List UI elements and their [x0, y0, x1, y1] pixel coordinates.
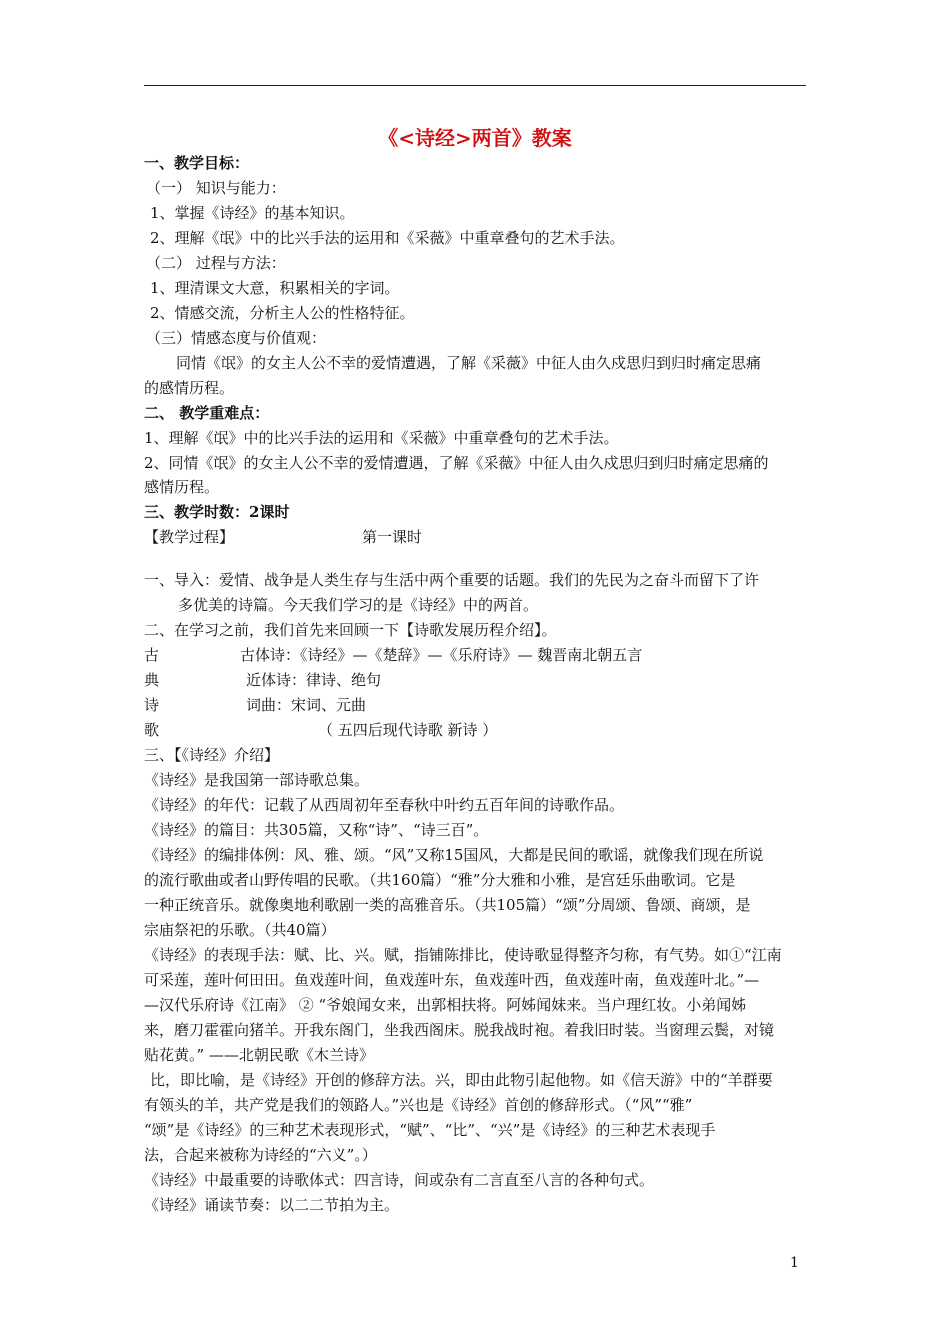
poetry-category-ancient: 古体诗：《诗经》—《楚辞》—《乐府诗》— 魏晋南北朝五言	[240, 646, 643, 664]
section-heading-hours: 三、教学时数：2课时	[144, 503, 290, 521]
text-line: 法，合起来被称为诗经的“六义”。）	[144, 1146, 377, 1164]
poetry-category-ci-qu: 词曲：宋词、元曲	[246, 696, 367, 714]
text-line: 1、掌握《诗经》的基本知识。	[150, 204, 355, 222]
text-line: 《诗经》是我国第一部诗歌总集。	[144, 771, 370, 789]
text-line: 2、同情《氓》的女主人公不幸的爱情遭遇，了解《采薇》中征人由久戍思归到归时痛定思痛的	[144, 454, 769, 472]
document-title: 《<诗经>两首》教案	[378, 126, 572, 150]
vertical-label-char: 典	[144, 671, 160, 689]
text-line: “颂”是《诗经》的三种艺术表现形式，“赋”、“比”、“兴”是《诗经》的三种艺术表现手	[144, 1121, 716, 1139]
lesson-label: 第一课时	[362, 528, 423, 546]
text-line: 宗庙祭祀的乐歌。（共40篇）	[144, 921, 336, 939]
text-line: 一种正统音乐。就像奥地利歌剧一类的高雅音乐。（共105篇）“颂”分周颂、鲁颂、商颂，是	[144, 896, 751, 914]
text-line: 《诗经》的年代：记载了从西周初年至春秋中叶约五百年间的诗歌作品。	[144, 796, 625, 814]
text-line: 的感情历程。	[144, 379, 235, 397]
poetry-category-modern-style: 近体诗：律诗、绝句	[246, 671, 382, 689]
subheading-attitude: （三）情感态度与价值观：	[146, 329, 327, 347]
subheading-process: （二） 过程与方法：	[146, 254, 286, 272]
text-line: 1、理清课文大意，积累相关的字词。	[150, 279, 400, 297]
vertical-label-char: 诗	[144, 696, 160, 714]
vertical-label-char: 歌	[144, 721, 160, 739]
text-line: —汉代乐府诗《江南》 ② “爷娘闻女来，出郭相扶将。阿姊闻妹来。当户理红妆。小弟闻姊	[144, 996, 747, 1014]
header-rule	[144, 85, 806, 86]
text-line: 比，即比喻，是《诗经》开创的修辞方法。兴，即由此物引起他物。如《信天游》中的“羊群要	[150, 1071, 773, 1089]
subheading-knowledge: （一） 知识与能力：	[146, 179, 286, 197]
text-line: 一、导入：爱情、战争是人类生存与生活中两个重要的话题。我们的先民为之奋斗而留下了许	[144, 571, 760, 589]
text-line: 可采莲，莲叶何田田。鱼戏莲叶间，鱼戏莲叶东，鱼戏莲叶西，鱼戏莲叶南，鱼戏莲叶北。”—	[144, 971, 760, 989]
process-label: 【教学过程】	[144, 528, 235, 546]
text-line: 《诗经》的编排体例：风、雅、颂。“风”又称15国风，大都是民间的歌谣，就像我们现在所说	[144, 846, 764, 864]
text-line: 《诗经》的表现手法：赋、比、兴。赋，指铺陈排比，使诗歌显得整齐匀称，有气势。如①“江南	[144, 946, 782, 964]
text-line: 《诗经》诵读节奏：以二二节拍为主。	[144, 1196, 400, 1214]
text-line: 多优美的诗篇。今天我们学习的是《诗经》中的两首。	[178, 596, 539, 614]
text-line: 同情《氓》的女主人公不幸的爱情遭遇，了解《采薇》中征人由久戍思归到归时痛定思痛	[176, 354, 762, 372]
text-line: 2、理解《氓》中的比兴手法的运用和《采薇》中重章叠句的艺术手法。	[150, 229, 625, 247]
text-line: 《诗经》的篇目：共305篇，又称“诗”、“诗三百”。	[144, 821, 489, 839]
section-heading-shijing: 三、【《诗经》介绍】	[144, 746, 280, 764]
poetry-category-new: （ 五四后现代诗歌 新诗 ）	[318, 721, 498, 739]
text-line: 《诗经》中最重要的诗歌体式：四言诗，间或杂有二言直至八言的各种句式。	[144, 1171, 655, 1189]
text-line: 2、情感交流，分析主人公的性格特征。	[150, 304, 415, 322]
text-line: 1、理解《氓》中的比兴手法的运用和《采薇》中重章叠句的艺术手法。	[144, 429, 619, 447]
text-line: 的流行歌曲或者山野传唱的民歌。（共160篇）“雅”分大雅和小雅，是宫廷乐曲歌词。它是	[144, 871, 736, 889]
text-line: 有领头的羊，共产党是我们的领路人。”兴也是《诗经》首创的修辞形式。（“风”“雅”	[144, 1096, 693, 1114]
text-line: 来，磨刀霍霍向猪羊。开我东阁门，坐我西阁床。脱我战时袍。着我旧时装。当窗理云鬓，对镜	[144, 1021, 775, 1039]
text-line: 贴花黄。” ——北朝民歌《木兰诗》	[144, 1046, 374, 1064]
section-heading-objectives: 一、教学目标：	[144, 154, 250, 172]
section-heading-key-points: 二、 教学重难点：	[144, 404, 270, 422]
vertical-label-char: 古	[144, 646, 160, 664]
page-number: 1	[790, 1255, 799, 1271]
text-line: 二、在学习之前，我们首先来回顾一下【诗歌发展历程介绍】。	[144, 621, 557, 639]
text-line: 感情历程。	[144, 478, 220, 496]
